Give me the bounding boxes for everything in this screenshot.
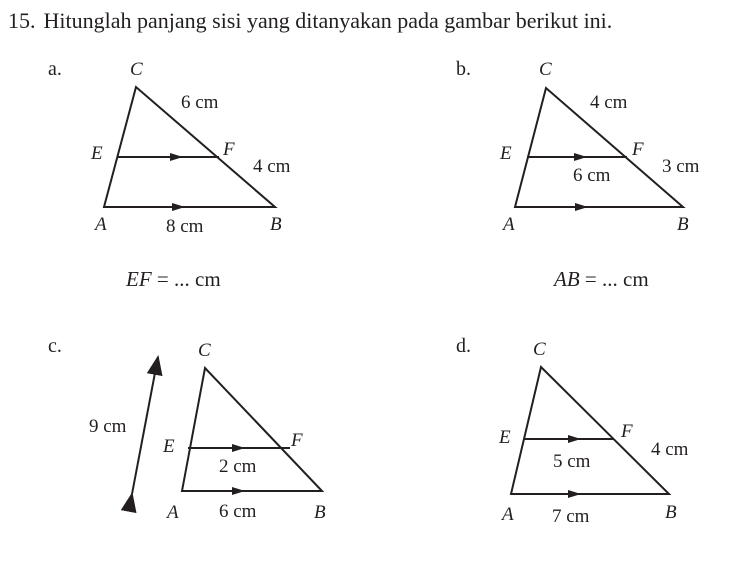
measure-ef-c: 2 cm bbox=[219, 456, 257, 477]
measure-ef-b: 6 cm bbox=[573, 165, 611, 186]
vertex-f-c: F bbox=[291, 430, 303, 451]
vertex-b-b: B bbox=[677, 214, 689, 235]
parallel-arrow-ab-d bbox=[568, 490, 581, 498]
height-arrow-c bbox=[132, 357, 158, 494]
ask-a bbox=[125, 267, 221, 291]
measure-fb-b: 3 cm bbox=[662, 156, 700, 177]
ask-var-b: AB bbox=[554, 267, 580, 291]
parallel-arrow-ef-b bbox=[574, 153, 587, 161]
part-label-c: c. bbox=[48, 335, 62, 357]
ask-b bbox=[552, 267, 649, 291]
figure-d bbox=[456, 335, 689, 527]
vertex-b-d: B bbox=[665, 502, 677, 523]
measure-ab-c: 6 cm bbox=[219, 501, 257, 522]
vertex-f-b: F bbox=[632, 139, 644, 160]
figure-b bbox=[456, 58, 700, 291]
vertex-c-d: C bbox=[533, 339, 546, 360]
vertex-f-d: F bbox=[621, 421, 633, 442]
parallel-arrow-ef-d bbox=[568, 435, 581, 443]
vertex-e-a: E bbox=[91, 143, 103, 164]
vertex-f-a: F bbox=[223, 139, 235, 160]
measure-cf-a: 6 cm bbox=[181, 92, 219, 113]
parallel-arrow-ef-c bbox=[232, 444, 245, 452]
vertex-a-d: A bbox=[502, 504, 514, 525]
part-label-d: d. bbox=[456, 335, 471, 357]
question-number: 15. bbox=[8, 8, 36, 33]
vertex-b-c: B bbox=[314, 502, 326, 523]
parallel-arrow-ab-c bbox=[232, 487, 245, 495]
measure-fb-a: 4 cm bbox=[253, 156, 291, 177]
measure-ef-d: 5 cm bbox=[553, 451, 591, 472]
measure-cf-b: 4 cm bbox=[590, 92, 628, 113]
measure-height-c: 9 cm bbox=[89, 416, 127, 437]
measure-ab-a: 8 cm bbox=[166, 216, 204, 237]
figure-c bbox=[48, 335, 326, 523]
measure-fb-d: 4 cm bbox=[651, 439, 689, 460]
part-label-a: a. bbox=[48, 58, 62, 80]
vertex-c-b: C bbox=[539, 59, 552, 80]
vertex-e-c: E bbox=[163, 436, 175, 457]
figure-a bbox=[48, 58, 291, 291]
question-text: Hitunglah panjang sisi yang ditanyakan pada gambar berikut ini. bbox=[43, 8, 613, 33]
vertex-a-a: A bbox=[95, 214, 107, 235]
ask-var-a: EF bbox=[126, 267, 152, 291]
parallel-arrow-ab-b bbox=[575, 203, 588, 211]
parallel-arrow-ab-a bbox=[172, 203, 185, 211]
parallel-arrow-ef-a bbox=[170, 153, 183, 161]
vertex-a-c: A bbox=[167, 502, 179, 523]
vertex-a-b: A bbox=[503, 214, 515, 235]
triangle-d bbox=[511, 367, 669, 494]
measure-ab-d: 7 cm bbox=[552, 506, 590, 527]
ask-rest-b: = ... cm bbox=[579, 267, 649, 291]
vertex-c-c: C bbox=[198, 340, 211, 361]
vertex-c-a: C bbox=[130, 59, 143, 80]
ask-rest-a: = ... cm bbox=[151, 267, 221, 291]
part-label-b: b. bbox=[456, 58, 471, 80]
vertex-b-a: B bbox=[270, 214, 282, 235]
vertex-e-d: E bbox=[499, 427, 511, 448]
vertex-e-b: E bbox=[500, 143, 512, 164]
